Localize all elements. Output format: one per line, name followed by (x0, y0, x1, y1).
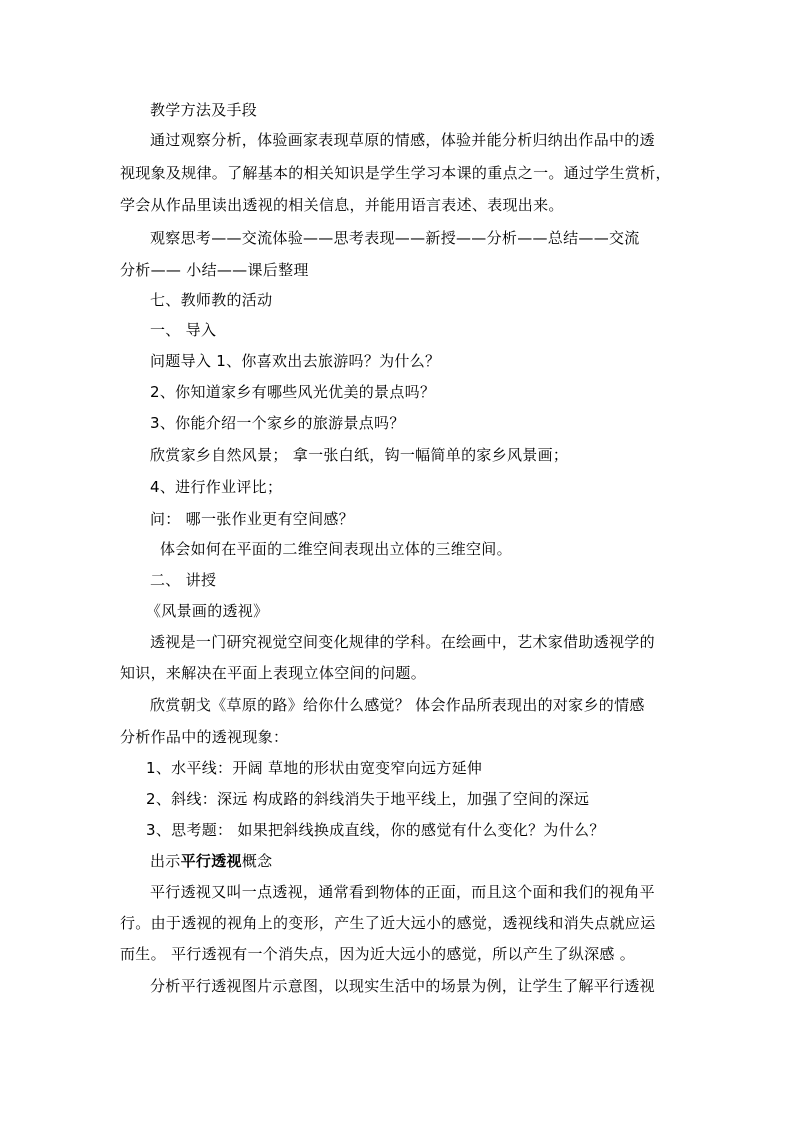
paragraph-line: 平行透视又叫一点透视，通常看到物体的正面，而且这个面和我们的视角平 (150, 883, 655, 901)
section-heading: 七、教师教的活动 (150, 291, 273, 309)
paragraph-line: 2、你知道家乡有哪些风光优美的景点吗？ (150, 383, 436, 401)
list-item: 1、水平线：开阔 草地的形状由宽变窄向远方延伸 (146, 759, 483, 777)
paragraph-line: 通过观察分析，体验画家表现草原的情感，体验并能分析归纳出作品中的透 (150, 131, 655, 149)
paragraph-line: 分析平行透视图片示意图，以现实生活中的场景为例，让学生了解平行透视 (150, 977, 655, 995)
paragraph-line: 视现象及规律。了解基本的相关知识是学生学习本课的重点之一。通过学生赏析， (120, 164, 671, 182)
list-item: 2、斜线：深远 构成路的斜线消失于地平线上，加强了空间的深远 (146, 790, 590, 808)
paragraph-line: 体会如何在平面的二维空间表现出立体的三维空间。 (160, 540, 512, 558)
paragraph-line: 问： 哪一张作业更有空间感？ (150, 510, 354, 528)
subsection-heading: 一、 导入 (150, 321, 217, 339)
paragraph-line: 分析作品中的透视现象： (120, 728, 289, 746)
heading-teaching-methods: 教学方法及手段 (150, 101, 258, 119)
subsection-heading: 二、 讲授 (150, 571, 217, 589)
paragraph-line: 欣赏家乡自然风景； 拿一张白纸，钩一幅简单的家乡风景画； (150, 446, 569, 464)
paragraph-line: 3、你能介绍一个家乡的旅游景点吗？ (150, 414, 405, 432)
paragraph-line: 4、进行作业评比； (150, 478, 283, 496)
paragraph-line: 欣赏朝戈《草原的路》给你什么感觉？ 体会作品所表现出的对家乡的情感 (150, 696, 645, 714)
concept-prefix: 出示 (150, 852, 181, 870)
paragraph-line: 观察思考——交流体验——思考表现——新授——分析——总结——交流 (150, 229, 640, 247)
paragraph-line: 行。由于透视的视角上的变形，产生了近大远小的感觉，透视线和消失点就应运 (120, 914, 656, 932)
concept-line (150, 851, 272, 871)
paragraph-line: 知识，来解决在平面上表现立体空间的问题。 (120, 664, 427, 682)
paragraph-line: 学会从作品里读出透视的相关信息，并能用语言表述、表现出来。 (120, 196, 564, 214)
lesson-title: 《风景画的透视》 (146, 602, 269, 620)
paragraph-line: 透视是一门研究视觉空间变化规律的学科。在绘画中，艺术家借助透视学的 (150, 633, 655, 651)
list-item: 3、思考题： 如果把斜线换成直线，你的感觉有什么变化？为什么？ (146, 821, 605, 839)
concept-bold-term: 平行透视 (180, 852, 242, 870)
paragraph-line: 而生。 平行透视有一个消失点，因为近大远小的感觉，所以产生了纵深感 。 (120, 945, 636, 963)
paragraph-line: 问题导入 1、你喜欢出去旅游吗？为什么？ (150, 352, 441, 370)
paragraph-line: 分析—— 小结——课后整理 (120, 261, 309, 279)
concept-suffix: 概念 (241, 852, 273, 870)
